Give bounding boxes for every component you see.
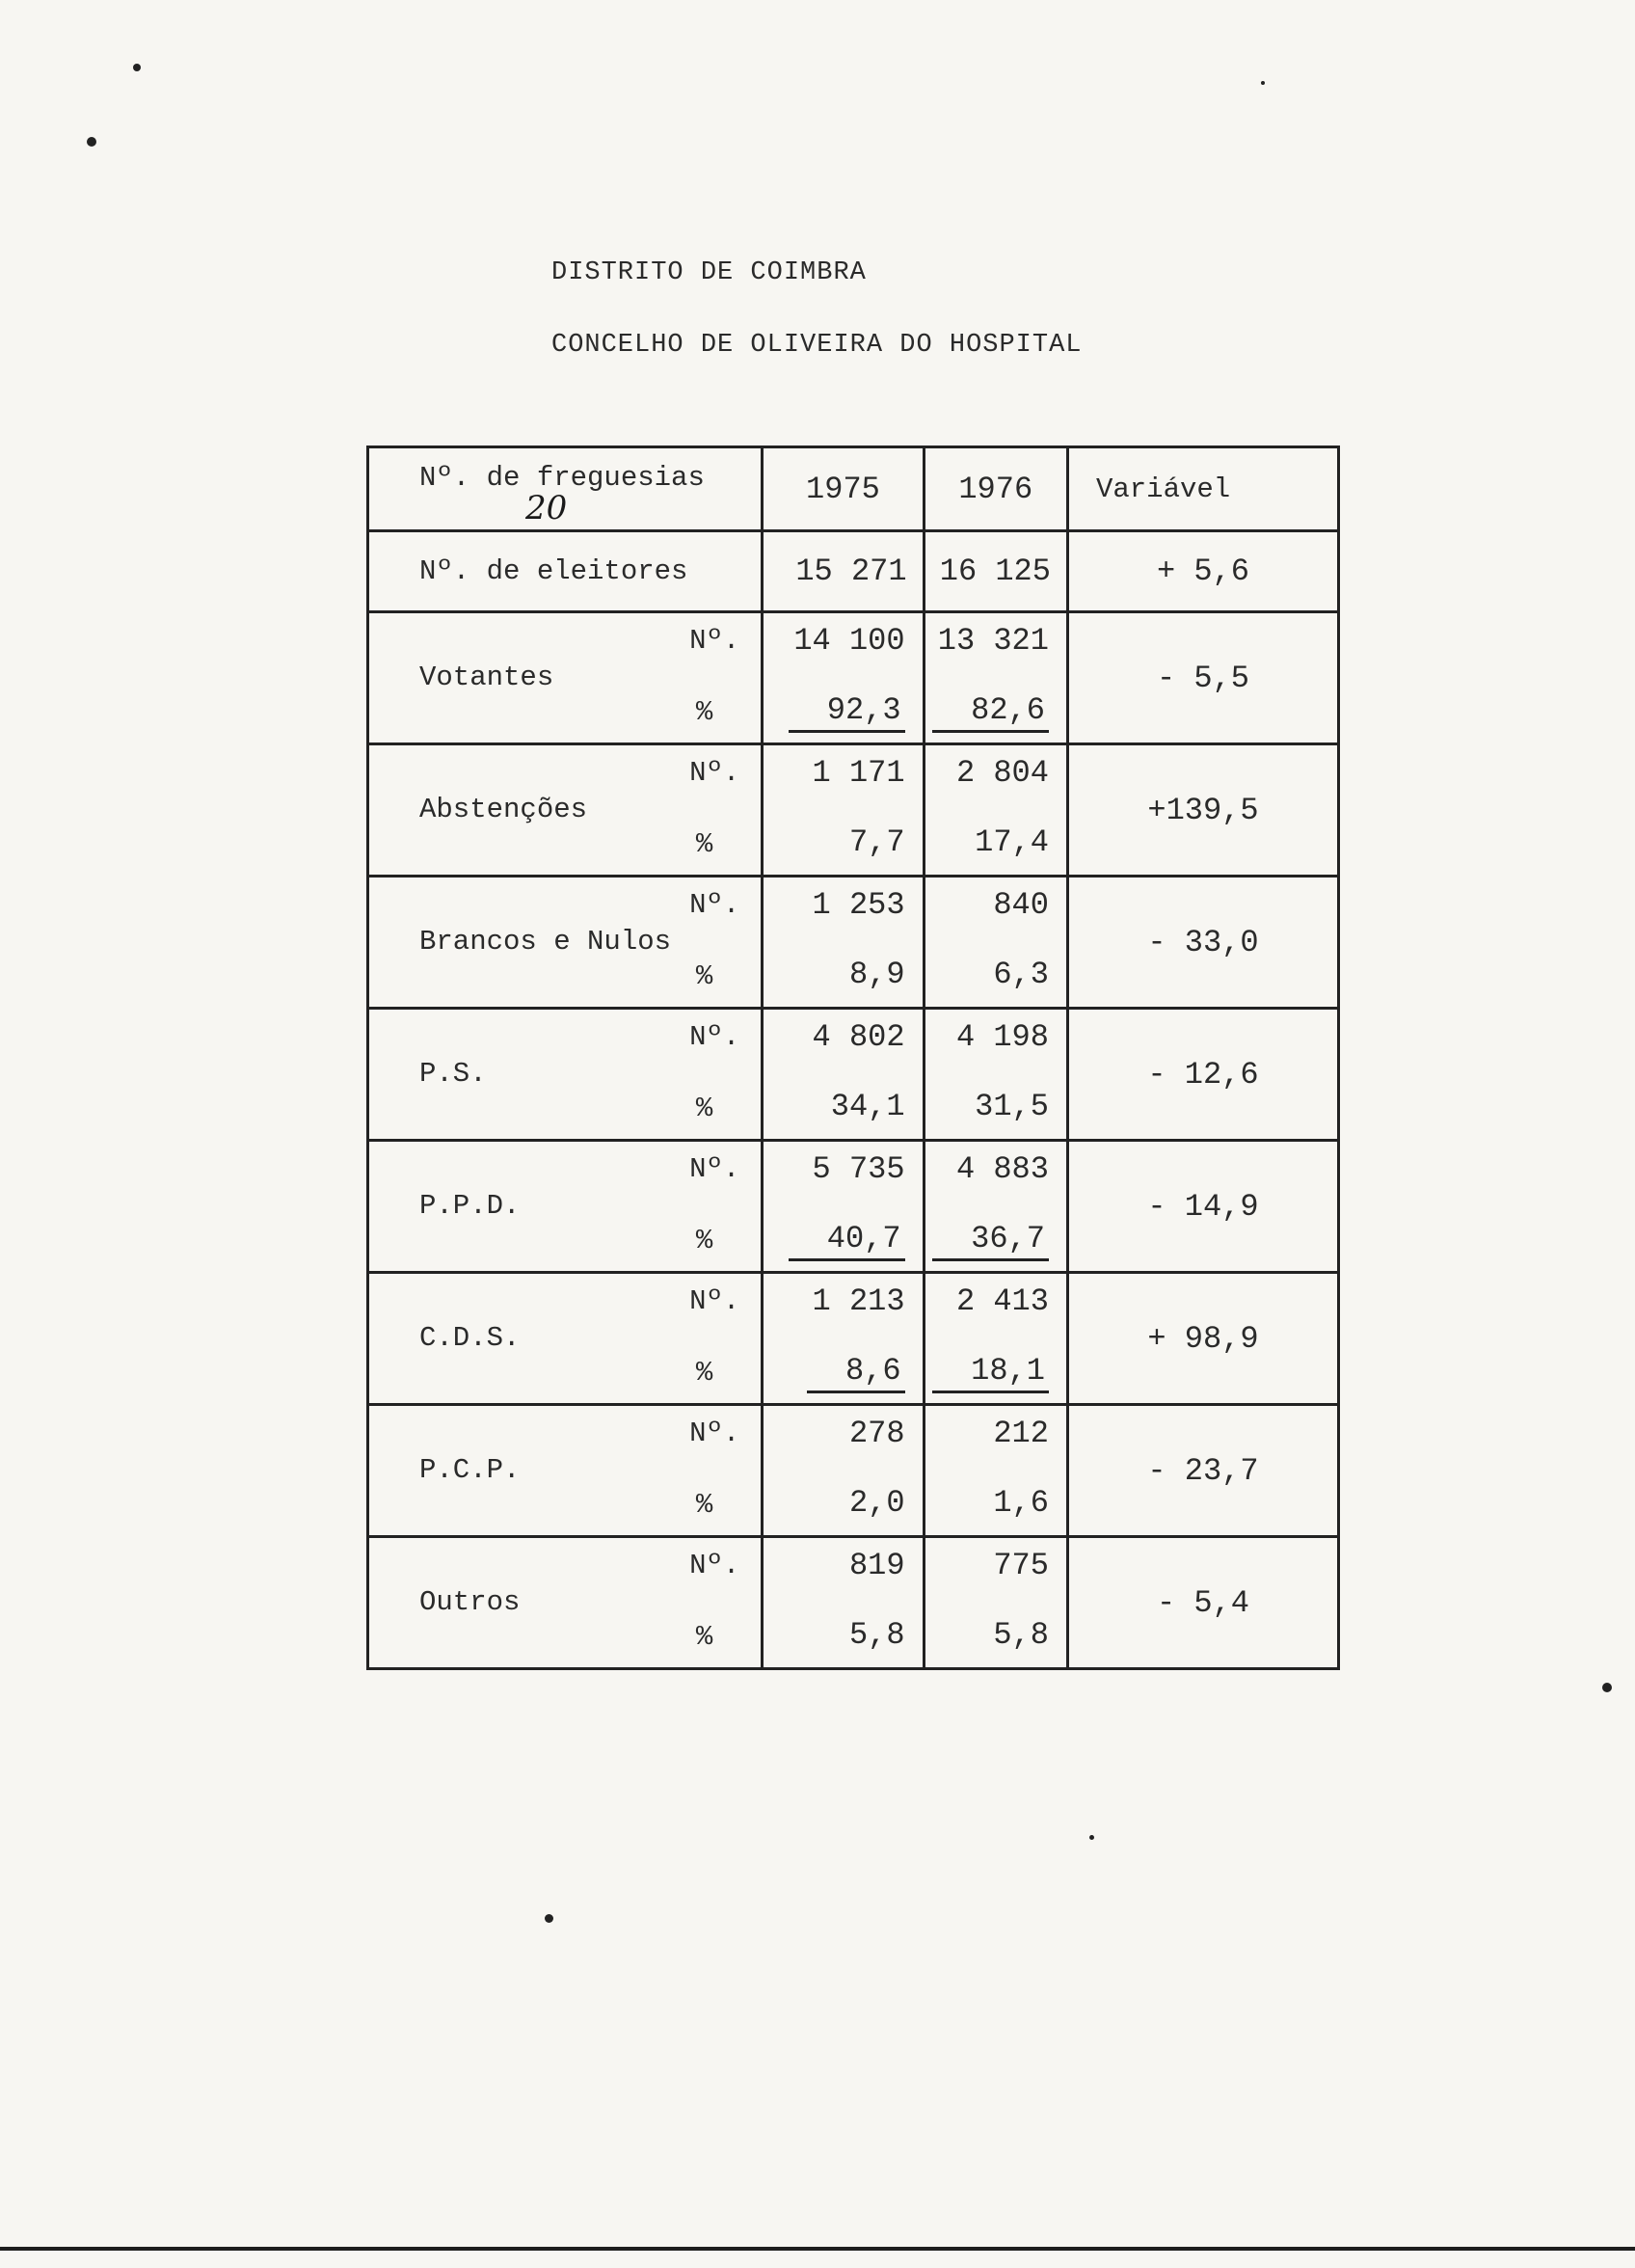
variation-header: Variável [1067, 447, 1338, 531]
count-label: Nº. [689, 1021, 740, 1053]
year-1975-header: 1975 [763, 447, 924, 531]
percent-1976: 1,6 [993, 1485, 1049, 1521]
row-label-cell [368, 877, 763, 1009]
cell-1975 [763, 1273, 924, 1405]
cell-1975 [763, 1009, 924, 1141]
count-label: Nº. [689, 1285, 740, 1317]
variation-cell: - 23,7 [1067, 1405, 1338, 1537]
count-1976: 2 804 [955, 755, 1049, 791]
count-1975: 1 253 [812, 887, 905, 923]
scan-speck [1602, 1683, 1612, 1692]
cell-1975 [763, 612, 924, 744]
party-name: Outros [419, 1586, 521, 1618]
row-label-cell [368, 744, 763, 877]
table-row [368, 877, 1339, 1009]
row-label-cell [368, 1009, 763, 1141]
scan-speck [545, 1914, 553, 1923]
variation-cell: +139,5 [1067, 744, 1338, 877]
variation-cell: - 5,4 [1067, 1537, 1338, 1669]
percent-1976: 17,4 [975, 824, 1049, 860]
count-1976: 775 [993, 1548, 1049, 1583]
header-label-cell [368, 447, 763, 531]
percent-label: % [695, 1357, 713, 1389]
percent-label: % [695, 828, 713, 860]
handwritten-parish-count: 20 [525, 489, 568, 527]
percent-1976: 18,1 [932, 1353, 1049, 1393]
cell-1976 [924, 1141, 1067, 1273]
year-1976-header: 1976 [924, 447, 1067, 531]
row-label-cell [368, 1405, 763, 1537]
variation-cell: + 98,9 [1067, 1273, 1338, 1405]
percent-1975: 8,6 [807, 1353, 905, 1393]
scan-speck [1261, 81, 1265, 85]
count-1975: 1 171 [812, 755, 905, 791]
electors-1975: 15 271 [763, 531, 924, 612]
cell-1976 [924, 877, 1067, 1009]
variation-cell: - 5,5 [1067, 612, 1338, 744]
percent-1975: 5,8 [848, 1617, 905, 1653]
district-title: DISTRITO DE COIMBRA [551, 258, 867, 287]
table-row [368, 1009, 1339, 1141]
count-label: Nº. [689, 889, 740, 921]
cell-1976 [924, 744, 1067, 877]
party-name: Abstenções [419, 794, 588, 825]
electors-1976: 16 125 [924, 531, 1067, 612]
count-1976: 2 413 [955, 1283, 1049, 1319]
count-label: Nº. [689, 757, 740, 789]
row-label-cell [368, 1141, 763, 1273]
percent-1976: 36,7 [932, 1221, 1049, 1261]
count-1975: 819 [848, 1548, 905, 1583]
electors-label: Nº. de eleitores [368, 531, 763, 612]
row-label-cell [368, 1537, 763, 1669]
party-name: Brancos e Nulos [419, 926, 672, 958]
count-label: Nº. [689, 1418, 740, 1449]
variation-cell: - 12,6 [1067, 1009, 1338, 1141]
party-name: P.P.D. [419, 1190, 521, 1222]
electors-variation: + 5,6 [1067, 531, 1338, 612]
count-1975: 1 213 [812, 1283, 905, 1319]
party-name: Votantes [419, 662, 554, 693]
percent-label: % [695, 1093, 713, 1124]
cell-1975 [763, 1141, 924, 1273]
cell-1975 [763, 1405, 924, 1537]
percent-1975: 40,7 [789, 1221, 905, 1261]
parishes-label: Nº. de freguesias [419, 462, 705, 494]
cell-1976 [924, 1537, 1067, 1669]
count-1975: 4 802 [812, 1019, 905, 1055]
count-label: Nº. [689, 1550, 740, 1581]
count-1976: 212 [993, 1416, 1049, 1451]
table-row [368, 1537, 1339, 1669]
variation-cell: - 14,9 [1067, 1141, 1338, 1273]
percent-label: % [695, 1225, 713, 1256]
percent-1975: 7,7 [848, 824, 905, 860]
count-1976: 13 321 [937, 623, 1049, 659]
council-title: CONCELHO DE OLIVEIRA DO HOSPITAL [551, 331, 1083, 360]
table-row [368, 612, 1339, 744]
cell-1975 [763, 877, 924, 1009]
percent-label: % [695, 1489, 713, 1521]
count-1976: 4 883 [955, 1151, 1049, 1187]
election-results-table [366, 446, 1340, 1670]
count-1975: 278 [848, 1416, 905, 1451]
table-row [368, 744, 1339, 877]
percent-label: % [695, 960, 713, 992]
cell-1975 [763, 744, 924, 877]
percent-1975: 34,1 [830, 1089, 905, 1124]
percent-1976: 5,8 [993, 1617, 1049, 1653]
table-row [368, 1405, 1339, 1537]
scan-speck [87, 137, 96, 147]
row-label-cell [368, 1273, 763, 1405]
percent-1976: 31,5 [975, 1089, 1049, 1124]
party-name: P.S. [419, 1058, 487, 1090]
percent-1975: 8,9 [848, 957, 905, 992]
cell-1976 [924, 1405, 1067, 1537]
page-bottom-rule [0, 2247, 1635, 2251]
percent-1976: 82,6 [932, 692, 1049, 733]
percent-label: % [695, 1621, 713, 1653]
count-1976: 840 [993, 887, 1049, 923]
party-name: P.C.P. [419, 1454, 521, 1486]
row-label-cell [368, 612, 763, 744]
table-row [368, 1273, 1339, 1405]
table-row [368, 1141, 1339, 1273]
scan-speck [133, 64, 141, 71]
count-1976: 4 198 [955, 1019, 1049, 1055]
count-1975: 14 100 [793, 623, 905, 659]
count-label: Nº. [689, 625, 740, 657]
count-label: Nº. [689, 1153, 740, 1185]
cell-1975 [763, 1537, 924, 1669]
variation-cell: - 33,0 [1067, 877, 1338, 1009]
scan-speck [1089, 1835, 1094, 1840]
count-1975: 5 735 [812, 1151, 905, 1187]
cell-1976 [924, 1273, 1067, 1405]
percent-1976: 6,3 [993, 957, 1049, 992]
party-name: C.D.S. [419, 1322, 521, 1354]
percent-label: % [695, 696, 713, 728]
cell-1976 [924, 612, 1067, 744]
header-row [368, 447, 1339, 531]
electors-row [368, 531, 1339, 612]
percent-1975: 92,3 [789, 692, 905, 733]
cell-1976 [924, 1009, 1067, 1141]
percent-1975: 2,0 [848, 1485, 905, 1521]
